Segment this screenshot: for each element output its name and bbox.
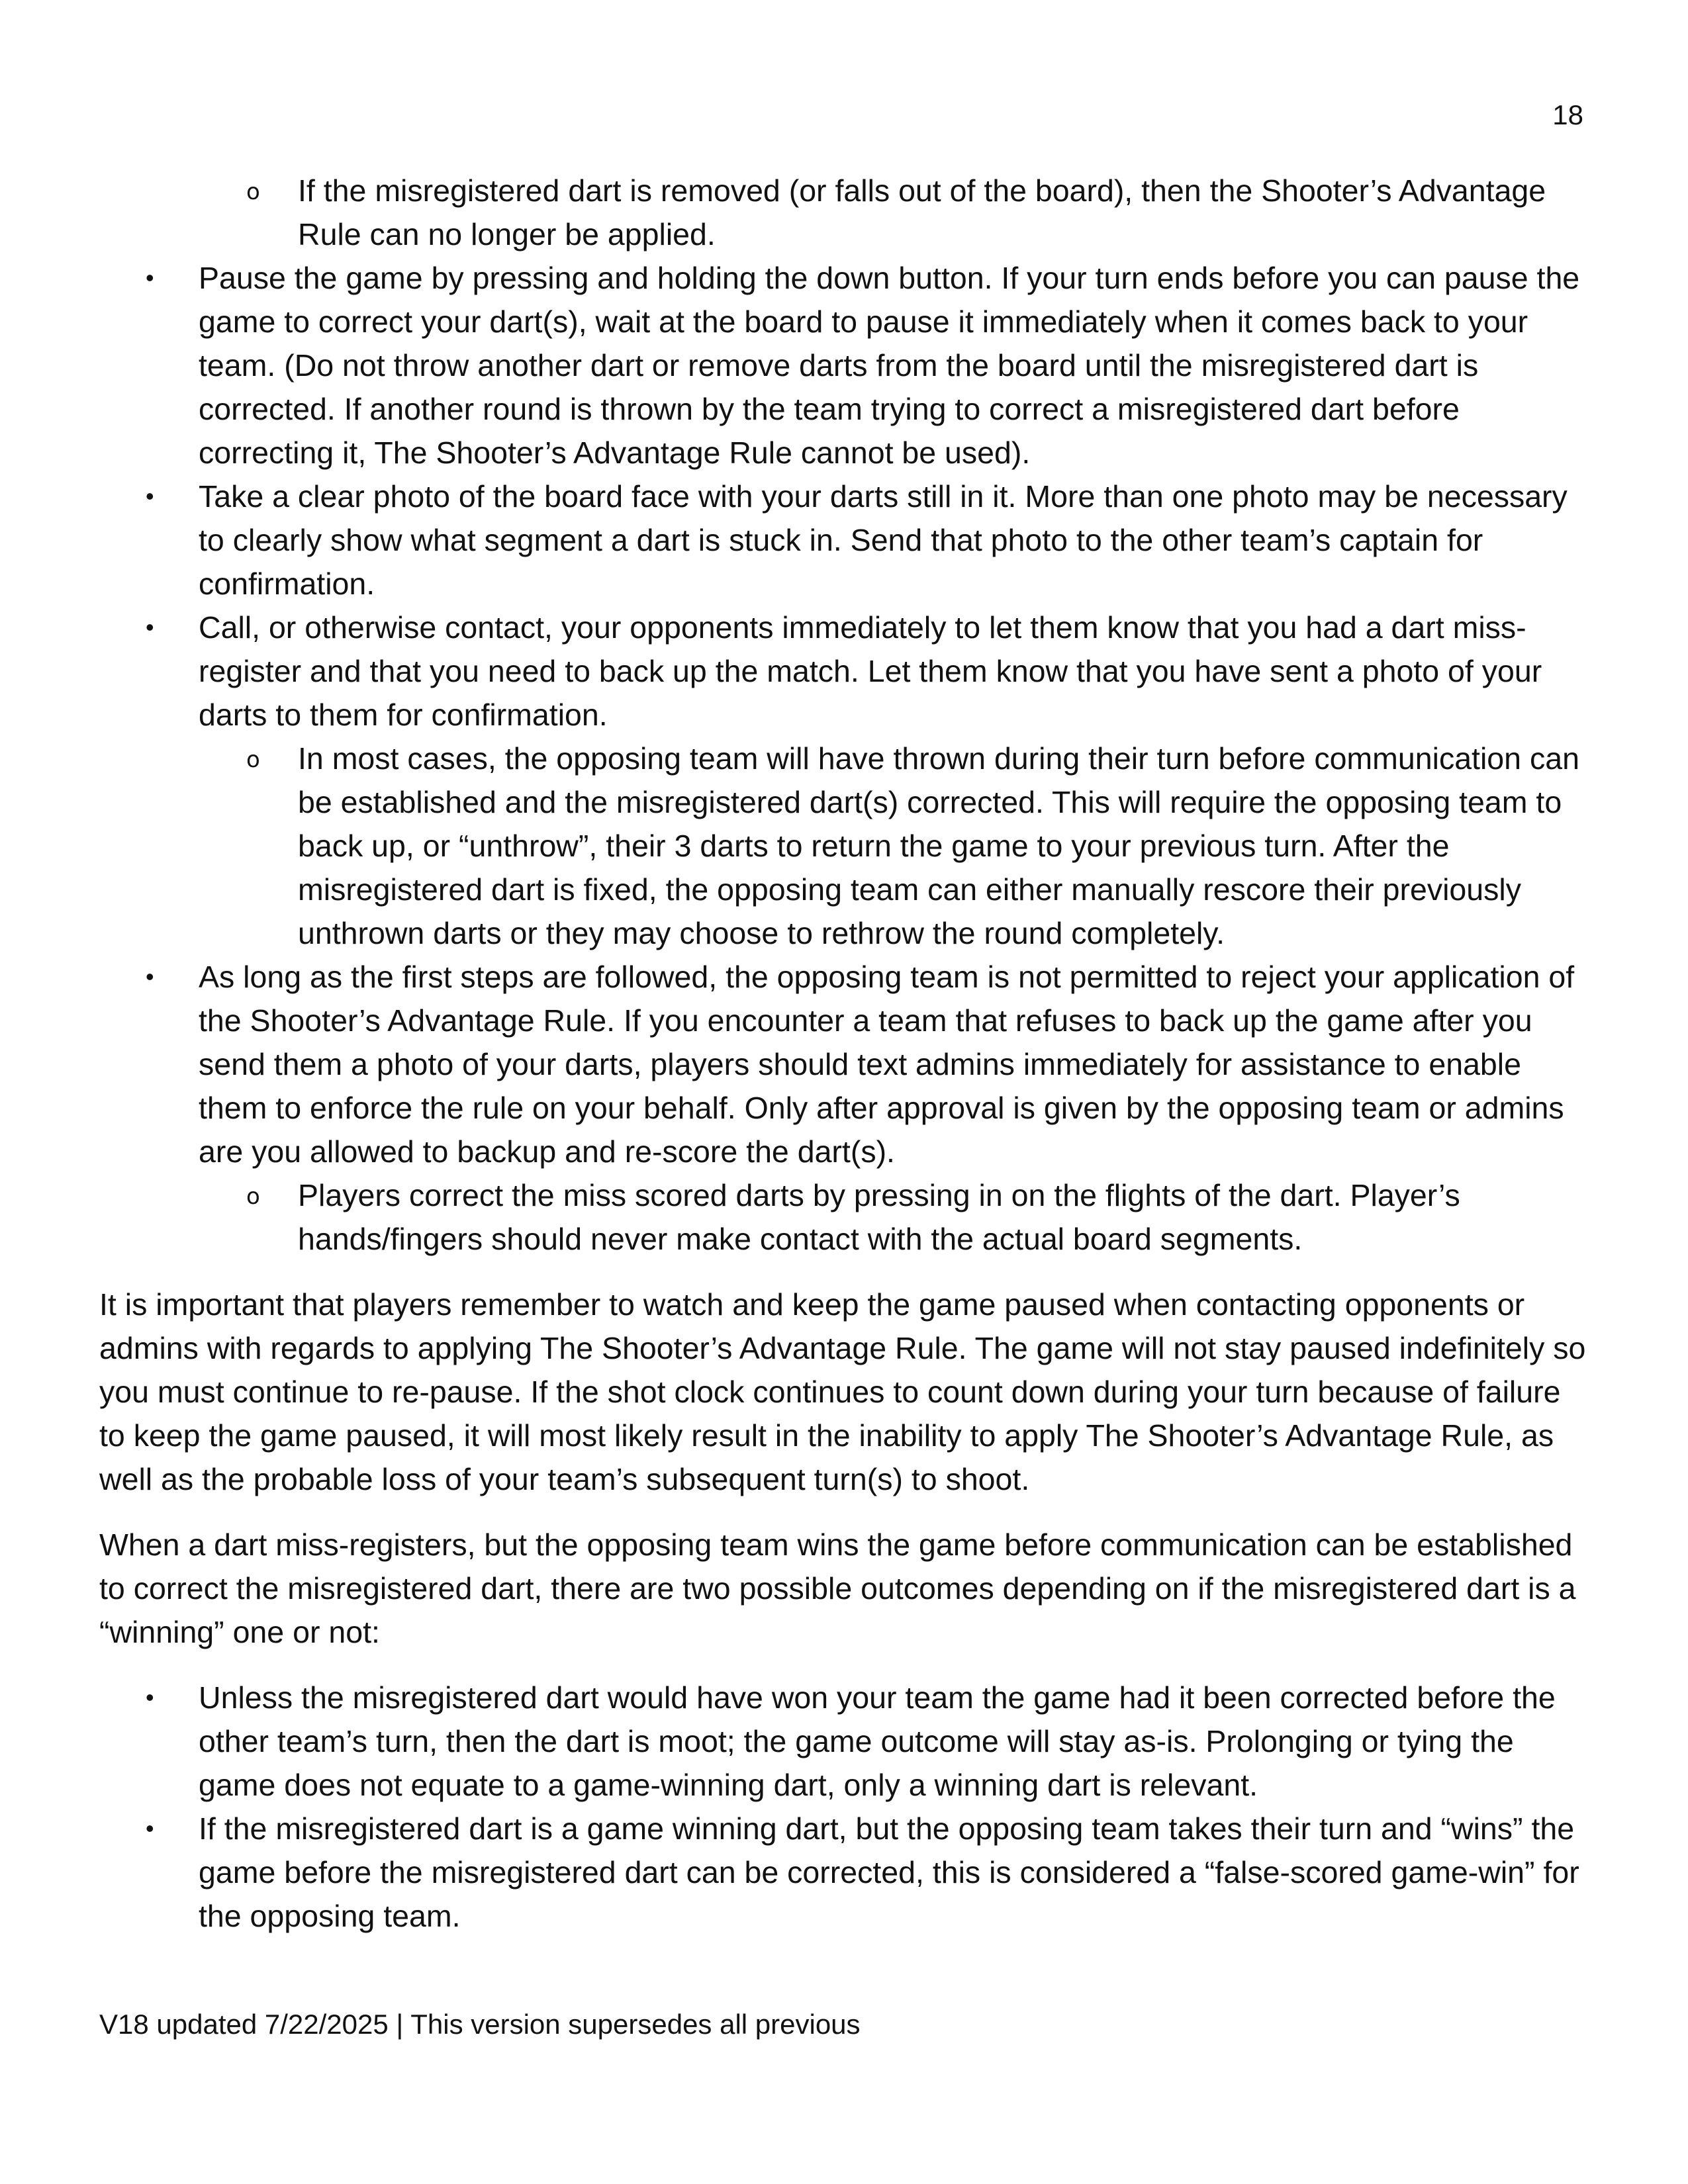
bullet-item xyxy=(99,475,1589,606)
bullet-dot-icon: • xyxy=(146,963,154,990)
bullet-item-text: Pause the game by pressing and holding the down button. If your turn ends before you can pause the game to correct your dart(s), wait at the board to pause it immediately when it comes back to your team. (Do not throw another dart or remove darts from the board until the misregistered dart is corrected. If another round is thrown by the team trying to correct a misregistered dart before correcting it, The Shooter’s Advantage Rule cannot be used). xyxy=(199,261,1580,470)
bullet-dot-icon: • xyxy=(146,482,154,510)
bullet-dot-icon: • xyxy=(146,614,154,641)
bullet-dot-icon: • xyxy=(146,264,154,291)
bullet-item-text: Call, or otherwise contact, your opponents immediately to let them know that you had a dart miss-register and that you need to back up the match. Let them know that you have sent a photo of your darts to them for confirmation. xyxy=(199,610,1542,732)
bullet-item xyxy=(99,1807,1589,1938)
hollow-circle-bullet-icon: o xyxy=(246,747,260,773)
sub-list-item xyxy=(199,169,1589,256)
bullet-item-text: If the misregistered dart is a game winning dart, but the opposing team takes their turn and “wins” the game before the misregistered dart can be corrected, this is considered a “false-scored game-win” for the opposing team. xyxy=(199,1811,1579,1933)
bullet-item-text: Unless the misregistered dart would have won your team the game had it been corrected before the other team’s turn, then the dart is moot; the game outcome will stay as-is. Prolonging or tying the game does not equate to a game-winning dart, only a winning dart is relevant. xyxy=(199,1680,1556,1802)
bullet-item xyxy=(99,606,1589,955)
sub-list-item-text: Players correct the miss scored darts by pressing in on the flights of the dart. Player’s hands/fingers should never make contact with the actual board segments. xyxy=(298,1178,1460,1256)
hollow-circle-bullet-icon: o xyxy=(246,1183,260,1210)
page-number: 18 xyxy=(1552,99,1583,130)
sub-list-item-text: In most cases, the opposing team will have thrown during their turn before communication can be established and the misregistered dart(s) corrected. This will require the opposing team to back up, or “unthrow”, their 3 darts to return the game to your previous turn. After the misregistered dart is fixed, the opposing team can either manually rescore their previously unthrown darts or they may choose to rethrow the round completely. xyxy=(298,741,1579,950)
bullet-dot-icon: • xyxy=(146,1815,154,1842)
bullet-item xyxy=(99,1676,1589,1807)
page-footer: V18 updated 7/22/2025 | This version supersedes all previous xyxy=(99,2009,861,2040)
bullet-dot-icon: • xyxy=(146,1684,154,1711)
bullet-item xyxy=(99,955,1589,1261)
bullet-item xyxy=(99,256,1589,475)
continued-sub-list xyxy=(199,169,1589,256)
hollow-circle-bullet-icon: o xyxy=(246,179,260,205)
bullet-item-text: Take a clear photo of the board face with your darts still in it. More than one photo may be necessary to clearly show what segment a dart is stuck in. Send that photo to the other team’s captain for confirmation. xyxy=(199,479,1568,601)
steps-bullet-list xyxy=(99,256,1589,1261)
nested-sub-list xyxy=(199,1173,1589,1261)
body-paragraph: It is important that players remember to watch and keep the game paused when contacting opponents or admins with regards to applying The Shooter’s Advantage Rule. The game will not stay paused indefinitely so you must continue to re-pause. If the shot clock continues to count down during your turn because of failure to keep the game paused, it will most likely result in the inability to apply The Shooter’s Advantage Rule, as well as the probable loss of your team’s subsequent turn(s) to shoot. xyxy=(99,1287,1586,1496)
document-body xyxy=(99,169,1589,1938)
outcomes-bullet-list xyxy=(99,1676,1589,1938)
bullet-item-text: As long as the first steps are followed, the opposing team is not permitted to reject your application of the Shooter’s Advantage Rule. If you encounter a team that refuses to back up the game after you send them a photo of your darts, players should text admins immediately for assistance to enable them to enforce the rule on your behalf. Only after approval is given by the opposing team or admins are you allowed to backup and re-score the dart(s). xyxy=(199,960,1575,1169)
sub-list-item xyxy=(199,1173,1589,1261)
body-paragraph: When a dart miss-registers, but the opposing team wins the game before communication can be established to correct the misregistered dart, there are two possible outcomes depending on if the misregistered dart is a “winning” one or not: xyxy=(99,1527,1576,1649)
sub-list-item xyxy=(199,737,1589,955)
sub-list-item-text: If the misregistered dart is removed (or falls out of the board), then the Shooter’s Advantage Rule can no longer be applied. xyxy=(298,173,1546,251)
nested-sub-list xyxy=(199,737,1589,955)
